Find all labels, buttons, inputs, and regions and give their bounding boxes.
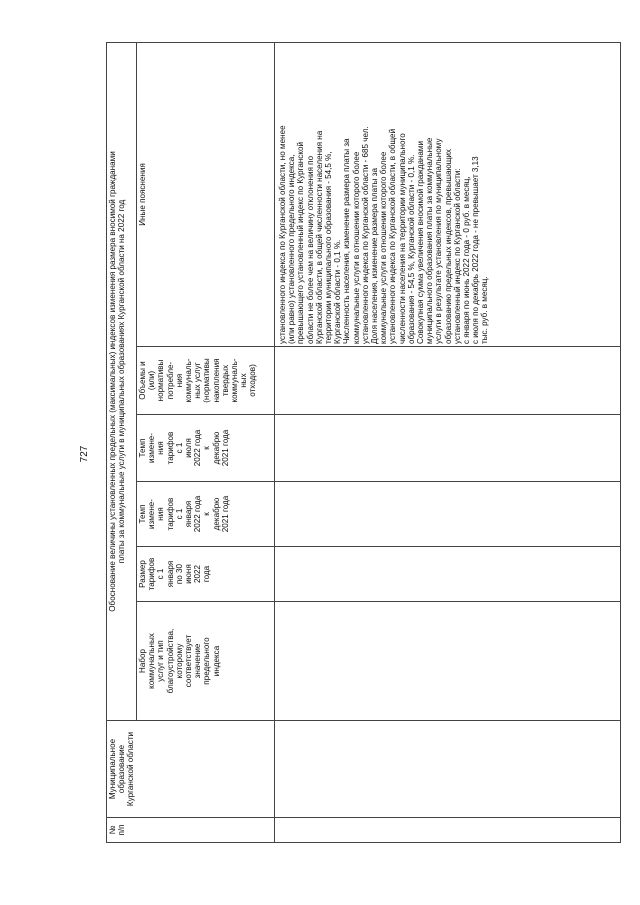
page-number: 727 [79, 445, 90, 463]
other-notes-line: с июля по декабрь 2022 года - не превышает 3,13 [471, 156, 481, 344]
cell-other-notes [275, 43, 621, 347]
header-num-text: № п/п [108, 824, 127, 836]
header-num [107, 818, 275, 843]
other-notes-line: Курганской области, в общей численности населения на [314, 130, 324, 344]
other-notes-line: услуги в результате установления по муниципальному [434, 138, 444, 344]
header-volumes [137, 347, 275, 415]
other-notes-line: Совокупная сумма увеличения вносимой гражданами [416, 141, 426, 344]
header-municipality [107, 721, 275, 818]
other-notes-line: области не более чем на величину отклонения по [305, 155, 315, 344]
other-notes-lines [278, 45, 490, 344]
header-group-text: Обоснование величины установленных предельных (максимальных) индексов изменения размера вносимой гражданами платы за коммунальные услуги в муниципальных образованиях Курганской области на 2022 год [108, 151, 127, 612]
other-notes-line: установленного индекса по Курганской области - 685 чел. [360, 126, 370, 344]
other-notes-line: установленного индекса по Курганской области, но менее [278, 125, 287, 344]
cell-rate-july [275, 415, 621, 482]
other-notes-line: Доля населения, изменение размера платы за [370, 168, 380, 344]
rotated-table-wrapper [106, 43, 620, 843]
other-notes-line: установленного индекса по Курганской области, в общей [388, 128, 398, 344]
header-other-notes-text: Иные пояснения [138, 163, 147, 226]
header-service-set-text: Набор коммунальных услуг и тип благоустройства, которому соответствует значение предельного индекса [138, 628, 221, 694]
other-notes-line: численности населения на территории муниципального [397, 133, 407, 344]
header-volumes-text: Объемы и (или) нормативы потребле- ния коммуналь- ных услуг (нормативы накопления твердых коммуналь- ных отходов) [138, 358, 258, 403]
header-other-notes [137, 43, 275, 347]
table-row [275, 43, 621, 843]
header-tariff-size-text: Размер тарифов с 1 января по 30 июня 2022 года [138, 557, 212, 591]
other-notes-line: Курганской области - 0,1 %. [333, 239, 343, 344]
header-group [107, 43, 137, 721]
header-rate-july-text: Темп измене- ния тарифов с 1 июля 2022 года к декабрю 2021 года [138, 429, 230, 467]
other-notes-line: территории муниципального образования - 54,5 %, [324, 151, 334, 344]
cell-tariff-size [275, 547, 621, 602]
header-rate-january-text: Темп измене- ния тарифов с 1 января 2022 года к декабрю 2021 года [138, 495, 230, 533]
other-notes-line: (или равно) установленного предельного индекса, [287, 154, 297, 344]
other-notes-line: установленный индекс по Курганской области: [452, 168, 462, 344]
other-notes-line: с января по июнь 2022 года - 0 руб. в месяц, [462, 176, 472, 344]
header-rate-january [137, 482, 275, 547]
other-notes-line: муниципального образования платы за коммунальные [425, 137, 435, 344]
other-notes-line: превышающего установленный индекс по Курганской [296, 141, 306, 344]
header-tariff-size [137, 547, 275, 602]
cell-municipality [275, 721, 621, 818]
other-notes-line: коммунальные услуги в отношении которого более [379, 151, 389, 344]
other-notes-line: образования - 54,5 %, Курганской области - 0,1 %. [406, 154, 416, 344]
cell-num [275, 818, 621, 843]
other-notes-line: образованию предельных индексов, превышающих [443, 149, 453, 344]
other-notes-line: тыс. руб. в месяц. [480, 276, 490, 344]
header-service-set [137, 602, 275, 721]
other-notes-line: коммунальные услуги в отношении которого более [351, 151, 361, 344]
cell-service-set [275, 602, 621, 721]
other-notes-line: Численность населения, изменение размера платы за [342, 138, 352, 344]
cell-rate-january [275, 482, 621, 547]
cell-volumes [275, 347, 621, 415]
tariff-index-table [106, 42, 621, 843]
header-municipality-text: Муниципальное образование Курганской области [108, 731, 136, 807]
header-rate-july [137, 415, 275, 482]
